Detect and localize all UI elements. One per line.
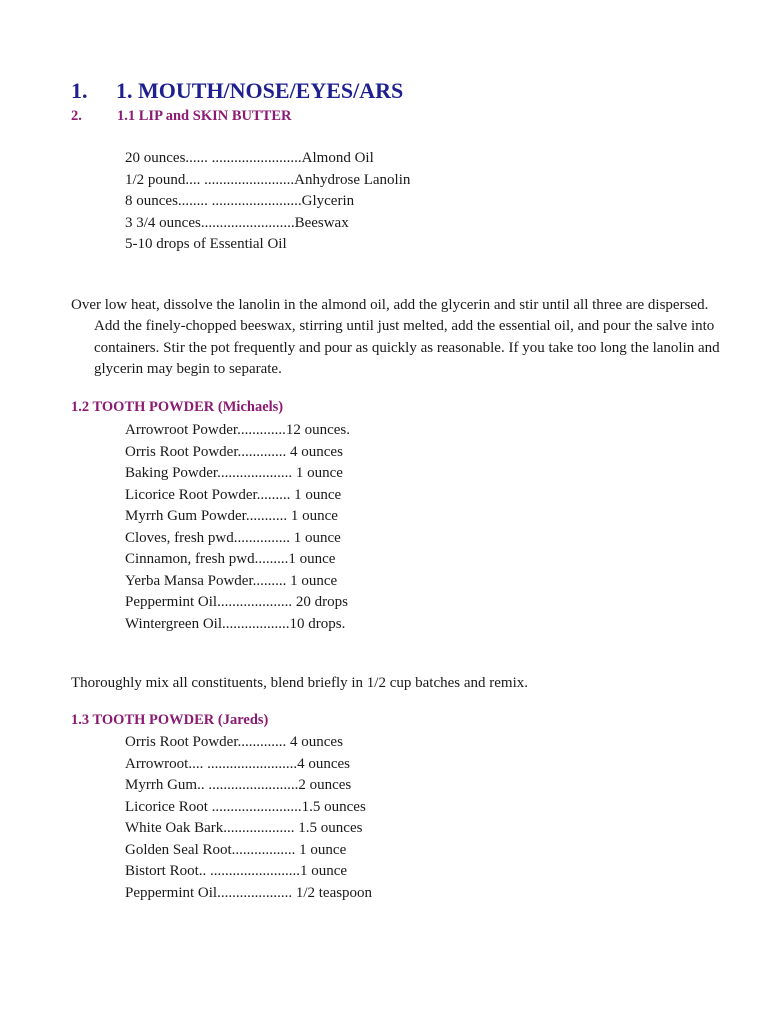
ingredient-item: Wintergreen Oil..................10 drops. — [125, 615, 346, 632]
tooth-powder-michaels-ingredients — [125, 420, 350, 635]
ingredient-item: 20 ounces...... ........................Almond Oil — [125, 150, 374, 166]
ingredient-item: White Oak Bark................... 1.5 ounces — [125, 820, 363, 836]
ingredient-item: 5-10 drops of Essential Oil — [125, 236, 287, 252]
tooth-powder-michaels-instructions: Thoroughly mix all constituents, blend briefly in 1/2 cup batches and remix. — [71, 675, 528, 691]
ingredient-item: Yerba Mansa Powder......... 1 ounce — [125, 572, 338, 589]
lip-butter-heading-number: 2. — [71, 108, 82, 124]
main-heading — [71, 78, 403, 104]
lip-butter-ingredients — [125, 148, 410, 256]
lip-butter-instructions: Over low heat, dissolve the lanolin in the almond oil, add the glycerin and stir until all three are dispersed. Add the finely-chopped beeswax, stirring until just melted, add the essential oil, and pour the salve into containers. Stir the pot frequently and pour as quickly as reasonable. If you take too long the lanolin and glycerin may begin to separate. — [71, 297, 720, 378]
ingredient-item: Licorice Root Powder......... 1 ounce — [125, 486, 342, 503]
ingredient-item: 1/2 pound.... ........................Anhydrose Lanolin — [125, 171, 411, 188]
ingredient-item: Peppermint Oil.................... 1/2 teaspoon — [125, 884, 373, 901]
ingredient-item: Arrowroot Powder.............12 ounces. — [125, 422, 350, 438]
ingredient-item: Bistort Root.. ........................1 ounce — [125, 863, 348, 879]
ingredient-item: Golden Seal Root................. 1 ounce — [125, 841, 347, 858]
ingredient-item: Arrowroot.... ........................4 ounces — [125, 755, 350, 772]
main-heading-number: 1. — [71, 78, 88, 103]
ingredient-item: 8 ounces........ ........................Glycerin — [125, 193, 355, 209]
ingredient-item: Myrrh Gum.. ........................2 ounces — [125, 777, 352, 793]
ingredient-item: Orris Root Powder............. 4 ounces — [125, 734, 343, 750]
ingredient-item: Cinnamon, fresh pwd.........1 ounce — [125, 551, 336, 567]
ingredient-item: Orris Root Powder............. 4 ounces — [125, 443, 343, 460]
lip-butter-heading-text: 1.1 LIP and SKIN BUTTER — [117, 108, 292, 124]
ingredient-item: 3 3/4 ounces.........................Beeswax — [125, 214, 349, 231]
lip-butter-heading — [71, 108, 291, 125]
tooth-powder-jareds-heading: 1.3 TOOTH POWDER (Jareds) — [71, 712, 269, 728]
ingredient-item: Myrrh Gum Powder........... 1 ounce — [125, 508, 338, 524]
ingredient-item: Baking Powder.................... 1 ounce — [125, 465, 343, 481]
ingredient-item: Peppermint Oil.................... 20 drops — [125, 594, 348, 610]
ingredient-item: Cloves, fresh pwd............... 1 ounce — [125, 529, 341, 546]
tooth-powder-jareds-ingredients — [125, 732, 372, 904]
tooth-powder-michaels-heading: 1.2 TOOTH POWDER (Michaels) — [71, 399, 284, 415]
main-heading-text: 1. MOUTH/NOSE/EYES/ARS — [116, 78, 404, 103]
ingredient-item: Licorice Root ........................1.5 ounces — [125, 798, 366, 815]
